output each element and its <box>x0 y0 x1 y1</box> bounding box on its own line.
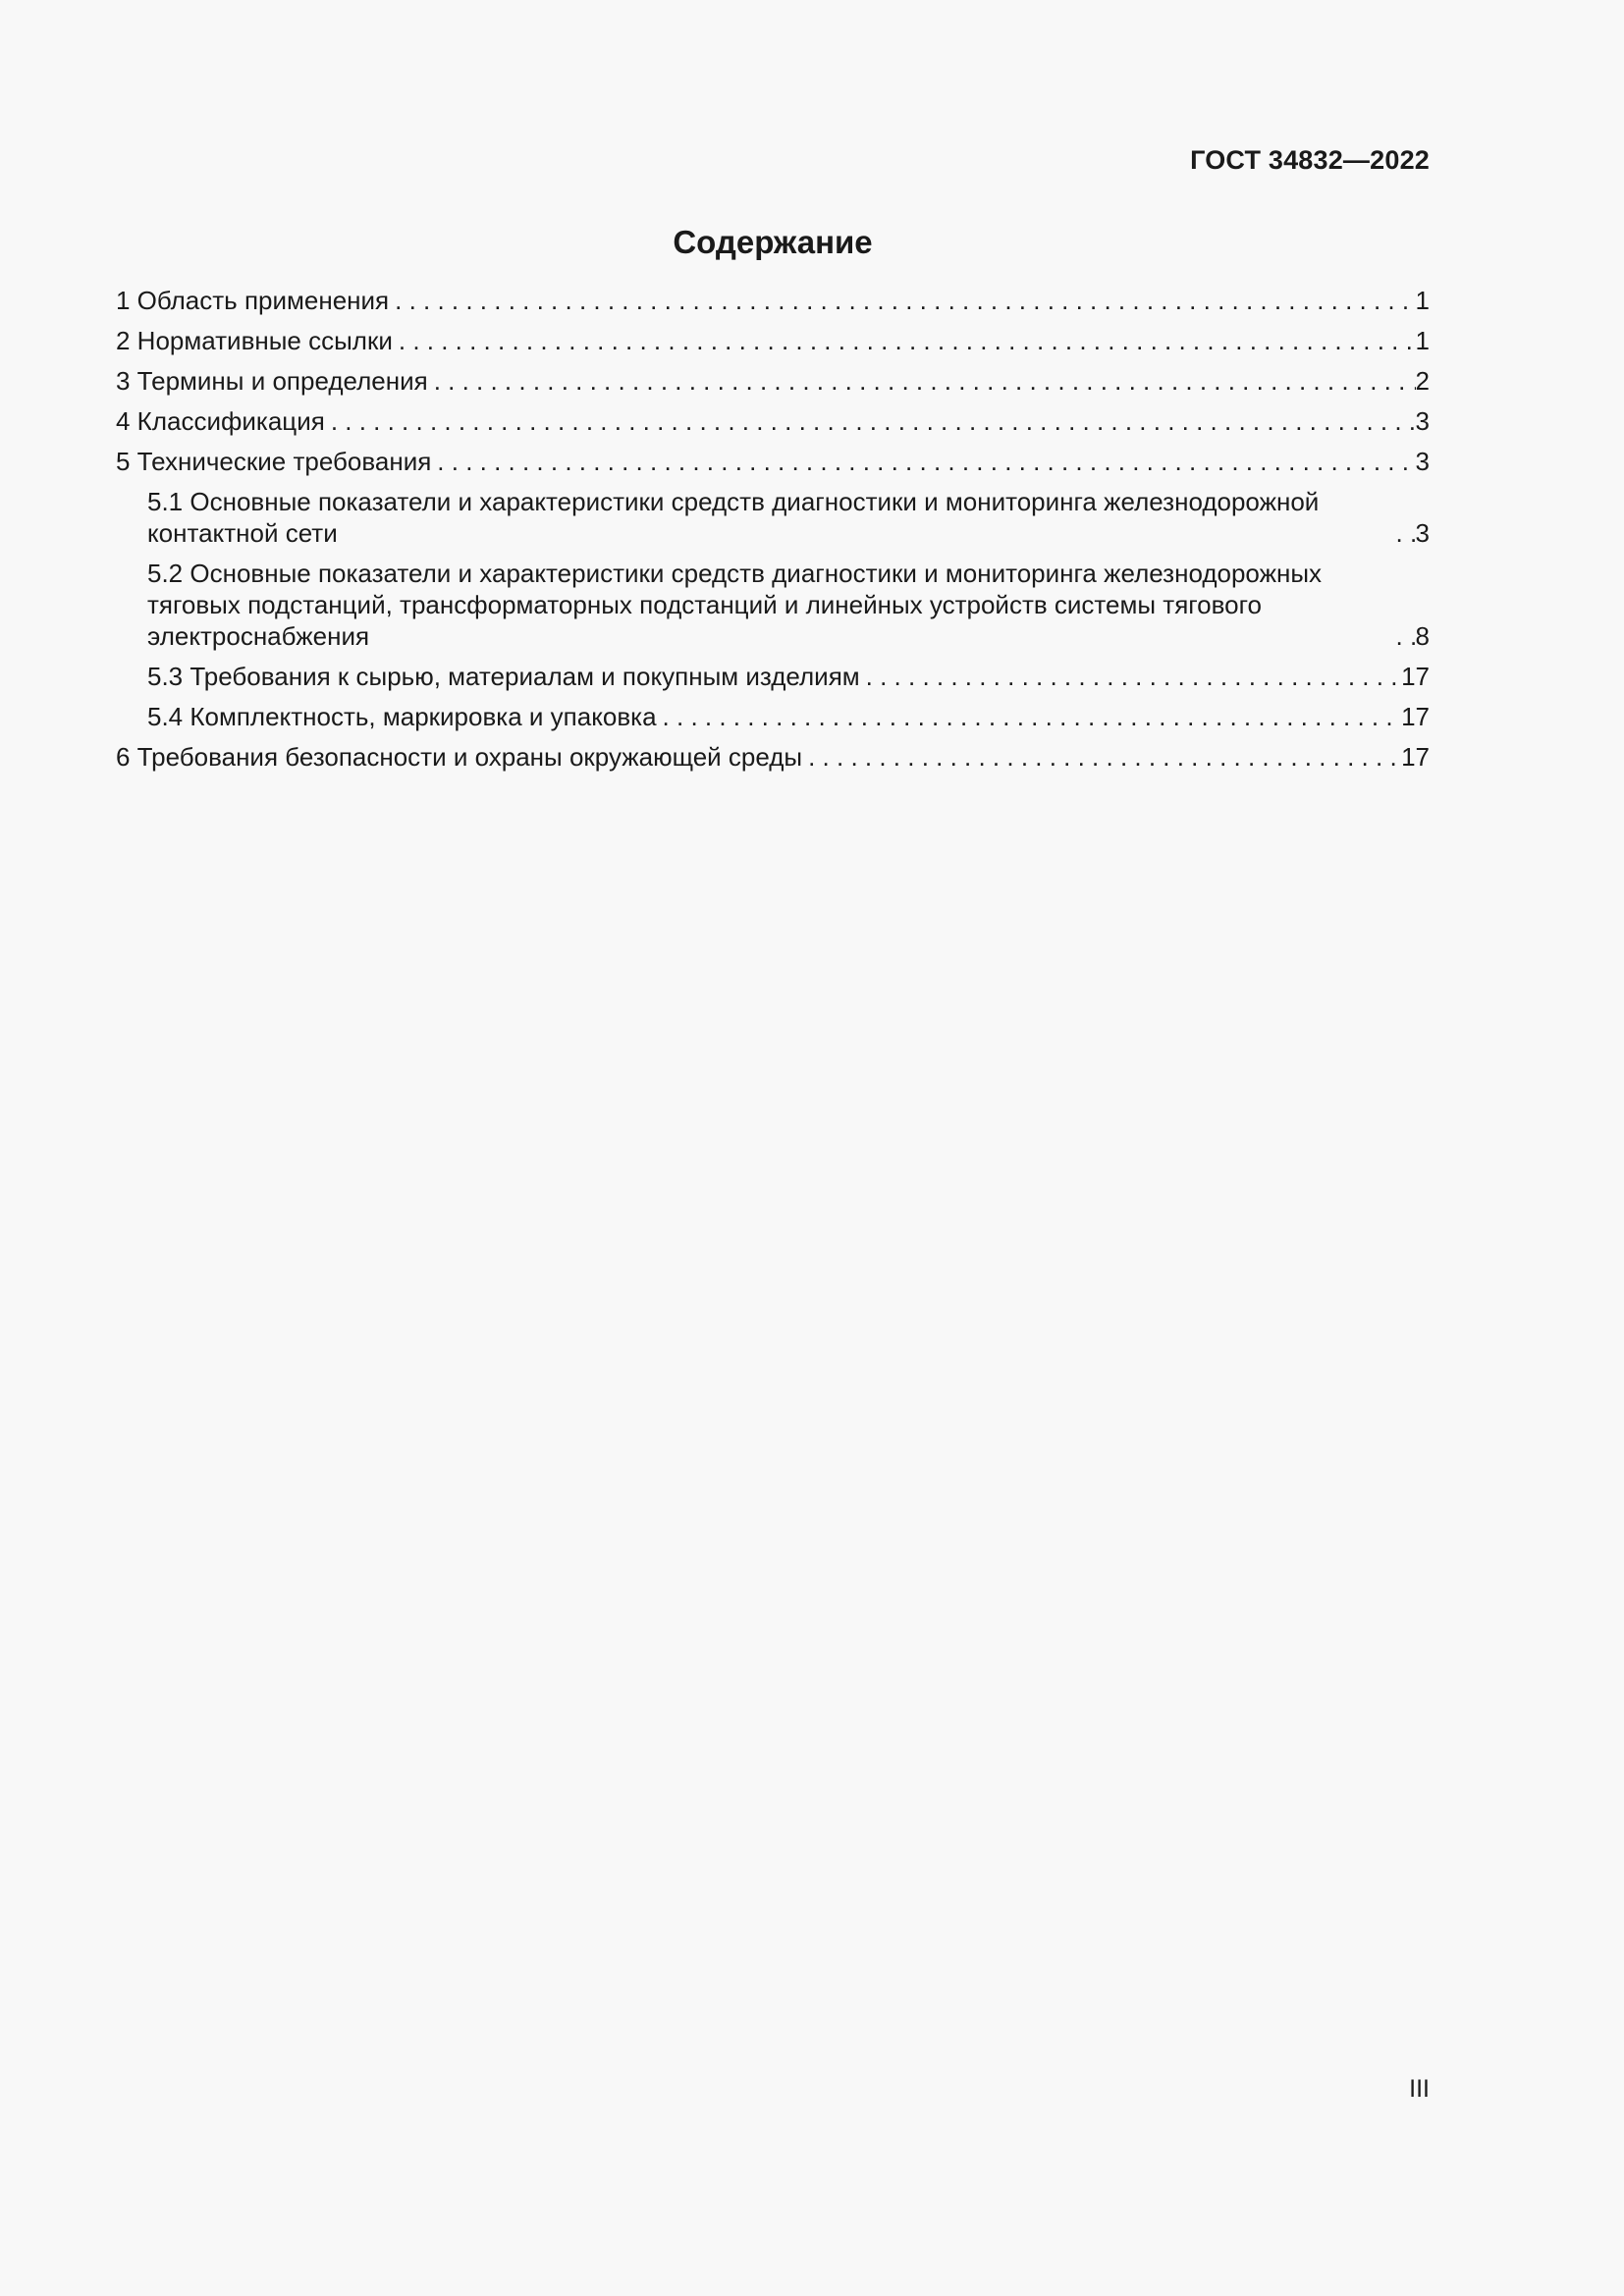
toc-entry-page: 2 <box>1415 366 1430 396</box>
toc-entry-title: 5 Технические требования <box>116 447 432 476</box>
toc-subentry[interactable] <box>116 486 1430 549</box>
document-code: ГОСТ 34832—2022 <box>1190 145 1430 175</box>
toc-entry-title: 5.1 Основные показатели и характеристики средств диагностики и мониторинга железнодорожной контактной сети <box>147 487 1320 548</box>
toc-entry[interactable] <box>116 446 1430 477</box>
toc-leader-dots <box>663 701 1402 732</box>
toc-entry[interactable] <box>116 285 1430 316</box>
toc-entry-page: 3 <box>1415 447 1430 476</box>
toc-entry-title: 5.4 Комплектность, маркировка и упаковка <box>147 702 657 731</box>
toc-entry-title: 5.3 Требования к сырью, материалам и покупным изделиям <box>147 662 860 691</box>
toc-subentry[interactable] <box>116 558 1430 652</box>
toc-leader-dots <box>1396 620 1416 652</box>
toc-leader-dots <box>866 661 1401 692</box>
toc-leader-dots <box>437 446 1415 477</box>
table-of-contents <box>116 285 1430 781</box>
toc-leader-dots <box>331 405 1416 437</box>
toc-title: Содержание <box>673 224 873 260</box>
toc-subentry[interactable] <box>116 661 1430 692</box>
toc-entry[interactable] <box>116 741 1430 773</box>
toc-leader-dots <box>808 741 1401 773</box>
toc-entry-page: 1 <box>1415 326 1430 355</box>
toc-leader-dots <box>395 285 1415 316</box>
toc-entry-page: 17 <box>1401 662 1430 691</box>
toc-entry[interactable] <box>116 325 1430 356</box>
toc-entry-page: 8 <box>1415 621 1430 651</box>
toc-entry-title: 6 Требования безопасности и охраны окружающей среды <box>116 742 803 772</box>
toc-entry-page: 3 <box>1415 518 1430 548</box>
toc-entry-page: 17 <box>1401 742 1430 772</box>
toc-leader-dots <box>434 365 1416 397</box>
toc-subentry[interactable] <box>116 701 1430 732</box>
toc-entry-page: 17 <box>1401 702 1430 731</box>
toc-entry-page: 1 <box>1415 286 1430 315</box>
toc-entry-page: 3 <box>1415 406 1430 436</box>
toc-entry-title: 3 Термины и определения <box>116 366 428 396</box>
toc-entry-title: 1 Область применения <box>116 286 390 315</box>
toc-entry-title: 4 Классификация <box>116 406 325 436</box>
toc-leader-dots <box>1396 517 1416 549</box>
toc-leader-dots <box>399 325 1416 356</box>
page-number: III <box>1409 2075 1430 2103</box>
toc-entry-title: 2 Нормативные ссылки <box>116 326 393 355</box>
toc-entry-title: 5.2 Основные показатели и характеристики средств диагностики и мониторинга железнодорожных тяговых подстанций, трансформаторных подстанций и линейных устройств системы тягового электроснабжения <box>147 559 1323 651</box>
toc-entry[interactable] <box>116 405 1430 437</box>
toc-entry[interactable] <box>116 365 1430 397</box>
